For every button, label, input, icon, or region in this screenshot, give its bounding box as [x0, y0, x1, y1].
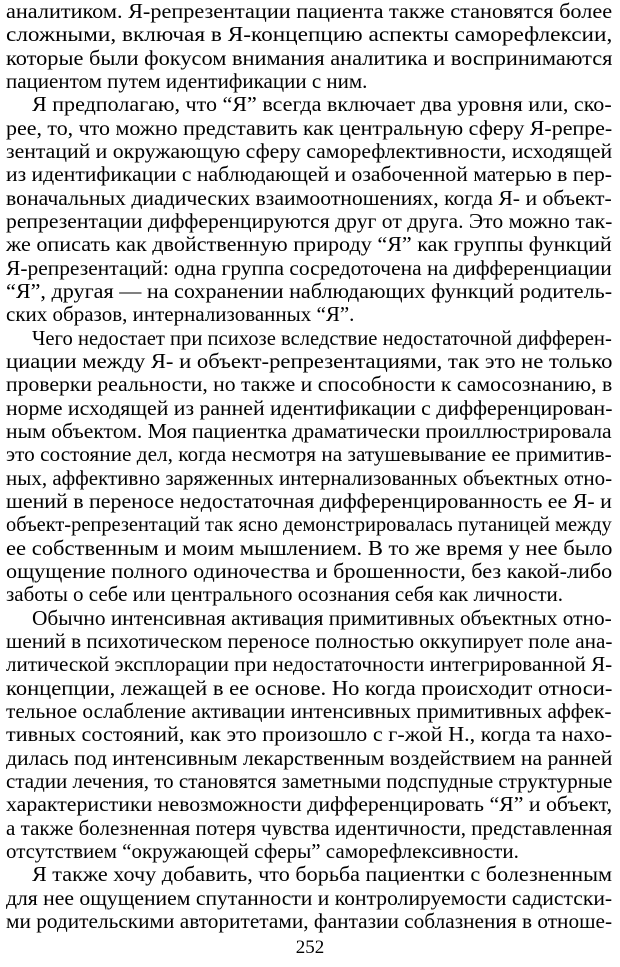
text-line: зентаций и окружающую сферу саморефлективности, исходящей: [6, 139, 613, 163]
text-line: “Я”, другая — на сохранении наблюдающих функций родитель-: [6, 279, 613, 303]
paragraph-first-line: Чего недостает при психозе вследствие недостаточной дифферен-: [32, 325, 612, 350]
text-line: для нее ощущением спутанности и контролируемости садистски-: [6, 885, 613, 910]
text-line: аналитиком. Я-репрезентации пациента также становятся более: [6, 0, 613, 23]
text-line: заботы о себе или центрального осознания себя как личности.: [6, 582, 564, 607]
paragraph-first-line: Я предполагаю, что “Я” всегда включает два уровня или, ско-: [32, 92, 612, 117]
text-line: ным объектом. Моя пациентка драматически проиллюстрировала: [6, 419, 612, 443]
text-line: ощущение полного одиночества и брошенности, без какой-либо: [6, 559, 613, 583]
page-number: 252: [295, 937, 325, 958]
text-line: рее, то, что можно представить как центральную сферу Я-репре-: [6, 115, 613, 140]
text-line: из идентификации с наблюдающей и озабоченной матерью в пер-: [6, 162, 613, 187]
text-line: характеристики невозможности дифференцировать “Я” и объект,: [6, 792, 613, 817]
text-line: воначальных диадических взаимоотношениях, когда Я- и объект-: [6, 185, 612, 210]
text-line: это состояние дел, когда несмотря на затушевывание ее примитив-: [6, 442, 612, 467]
text-line: объект-репрезентаций так ясно демонстрировалась путаницей между: [6, 512, 612, 537]
text-line: проверки реальности, но также и способности к самосознанию, в: [6, 372, 613, 397]
text-line: Я-репрезентаций: одна группа сосредоточена на дифференциации: [6, 255, 612, 280]
text-line: же описать как двойственную природу “Я” как группы функций: [6, 232, 612, 257]
text-line: дилась под интенсивным лекарственным воздействием на ранней: [6, 745, 613, 770]
text-line: тельное ослабление активации интенсивных примитивных аффек-: [6, 699, 612, 723]
text-line: циации между Я- и объект-репрезентациями, так это не только: [6, 349, 613, 373]
text-line: норме исходящей из ранней идентификации с дифференцирован-: [6, 395, 613, 420]
text-line: сложными, включая в Я-концепцию аспекты саморефлексии,: [6, 22, 613, 47]
text-line: а также болезненная потеря чувства идентичности, представленная: [6, 815, 613, 840]
text-line: шений в психотическом переносе полностью оккупирует поле ана-: [6, 629, 613, 653]
text-line: литической эксплорации при недостаточности интегрированной Я-: [6, 652, 613, 677]
paragraph-first-line: Я также хочу добавить, что борьба пациентки с болезненным: [32, 862, 613, 887]
text-line: ских образов, интернализованных “Я”.: [6, 302, 355, 327]
text-line: пациентом путем идентификации с ним.: [6, 69, 368, 93]
text-line: отсутствием “окружающей сферы” саморефлексивности.: [6, 839, 519, 863]
text-line: стадии лечения, то становятся заметными подспудные структурные: [6, 769, 613, 793]
paragraph-first-line: Обычно интенсивная активация примитивных объектных отно-: [32, 605, 612, 630]
text-line: ее собственным и моим мышлением. В то же время у нее было: [6, 535, 613, 560]
text-line: репрезентации дифференцируются друг от друга. Это можно так-: [6, 209, 613, 233]
text-line: ных, аффективно заряженных интернализованных объектных отно-: [6, 465, 613, 490]
text-line: тивных состояний, как это произошло с г-жой Н., когда та нахо-: [6, 722, 613, 747]
text-line: концепции, лежащей в ее основе. Но когда происходит относи-: [6, 675, 613, 700]
text-line: ми родительскими авторитетами, фантазии соблазнения в отноше-: [6, 909, 613, 933]
text-line: которые были фокусом внимания аналитика и воспринимаются: [6, 45, 613, 70]
text-line: шений в переносе недостаточная дифференцированность ее Я- и: [6, 489, 612, 513]
